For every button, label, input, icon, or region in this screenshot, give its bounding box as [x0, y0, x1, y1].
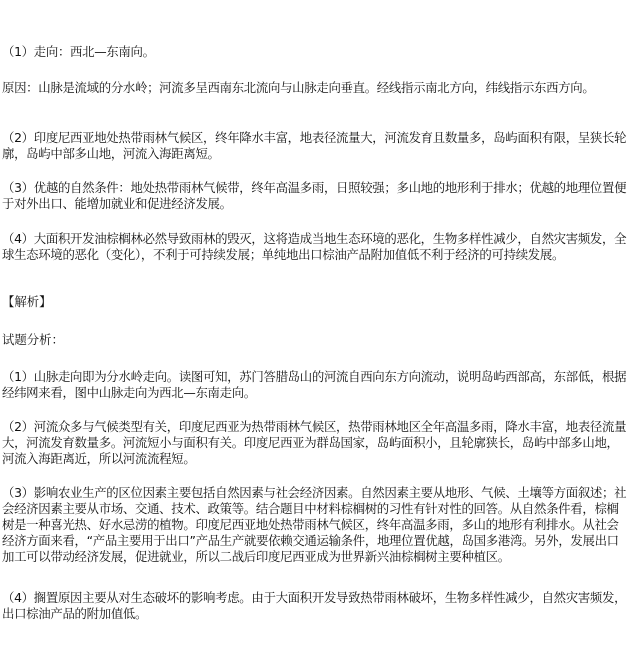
- analysis-intro: 试题分析：: [2, 332, 64, 347]
- analysis-paragraph-3: （3）影响农业生产的区位因素主要包括自然因素与社会经济因素。自然因素主要从地形、气候、土壤等方面叙述；社会经济因素主要从市场、交通、技术、政策等。结合题目中材料棕榈树的习性有针对性的回答。从自然条件看，棕榈树是一种喜光热、好水忌涝的植物。印度尼西亚地处热带雨林气候区，终年高温多雨，多山的地形有利排水。从社会经济方面来看，“产品主要用于出口”产品生产就要依赖交通运输条件，地理位置优越，岛国多港湾。另外，发展出口加工可以带动经济发展，促进就业，所以二战后印度尼西亚成为世界新兴油棕榈树主要种植区。: [2, 485, 627, 564]
- answer-paragraph-4: （3）优越的自然条件：地处热带雨林气候带，终年高温多雨，日照较强；多山地的地形利于排水；优越的地理位置便于对外出口、能增加就业和促进经济发展。: [2, 180, 627, 211]
- analysis-paragraph-2: （2）河流众多与气候类型有关，印度尼西亚为热带雨林气候区，热带雨林地区全年高温多雨，降水丰富，地表径流量大，河流发育数量多。河流短小与面积有关。印度尼西亚为群岛国家，岛屿面积小，且轮廓狭长，岛屿中部多山地，河流入海距离近，所以河流流程短。: [2, 419, 627, 466]
- analysis-paragraph-1: （1）山脉走向即为分水岭走向。读图可知，苏门答腊岛山的河流自西向东方向流动，说明岛屿西部高，东部低，根据经纬网来看，图中山脉走向为西北—东南走向。: [2, 369, 627, 400]
- analysis-heading: 【解析】: [2, 294, 52, 309]
- analysis-paragraph-4: （4）搁置原因主要从对生态破坏的影响考虑。由于大面积开发导致热带雨林破坏，生物多样性减少，自然灾害频发，出口棕油产品的附加值低。: [2, 590, 627, 621]
- answer-paragraph-5: （4）大面积开发油棕榈林必然导致雨林的毁灭，这将造成当地生态环境的恶化，生物多样性减少，自然灾害频发，全球生态环境的恶化（变化），不利于可持续发展；单纯地出口棕油产品附加值低不利于经济的可持续发展。: [2, 231, 627, 262]
- answer-paragraph-3: （2）印度尼西亚地处热带雨林气候区，终年降水丰富，地表径流量大，河流发育且数量多，岛屿面积有限，呈狭长轮廓，岛屿中部多山地，河流入海距离短。: [2, 130, 627, 161]
- answer-paragraph-1: （1）走向：西北—东南向。: [2, 44, 155, 59]
- answer-paragraph-2: 原因：山脉是流域的分水岭；河流多呈西南东北流向与山脉走向垂直。经线指示南北方向，纬线指示东西方向。: [2, 80, 595, 95]
